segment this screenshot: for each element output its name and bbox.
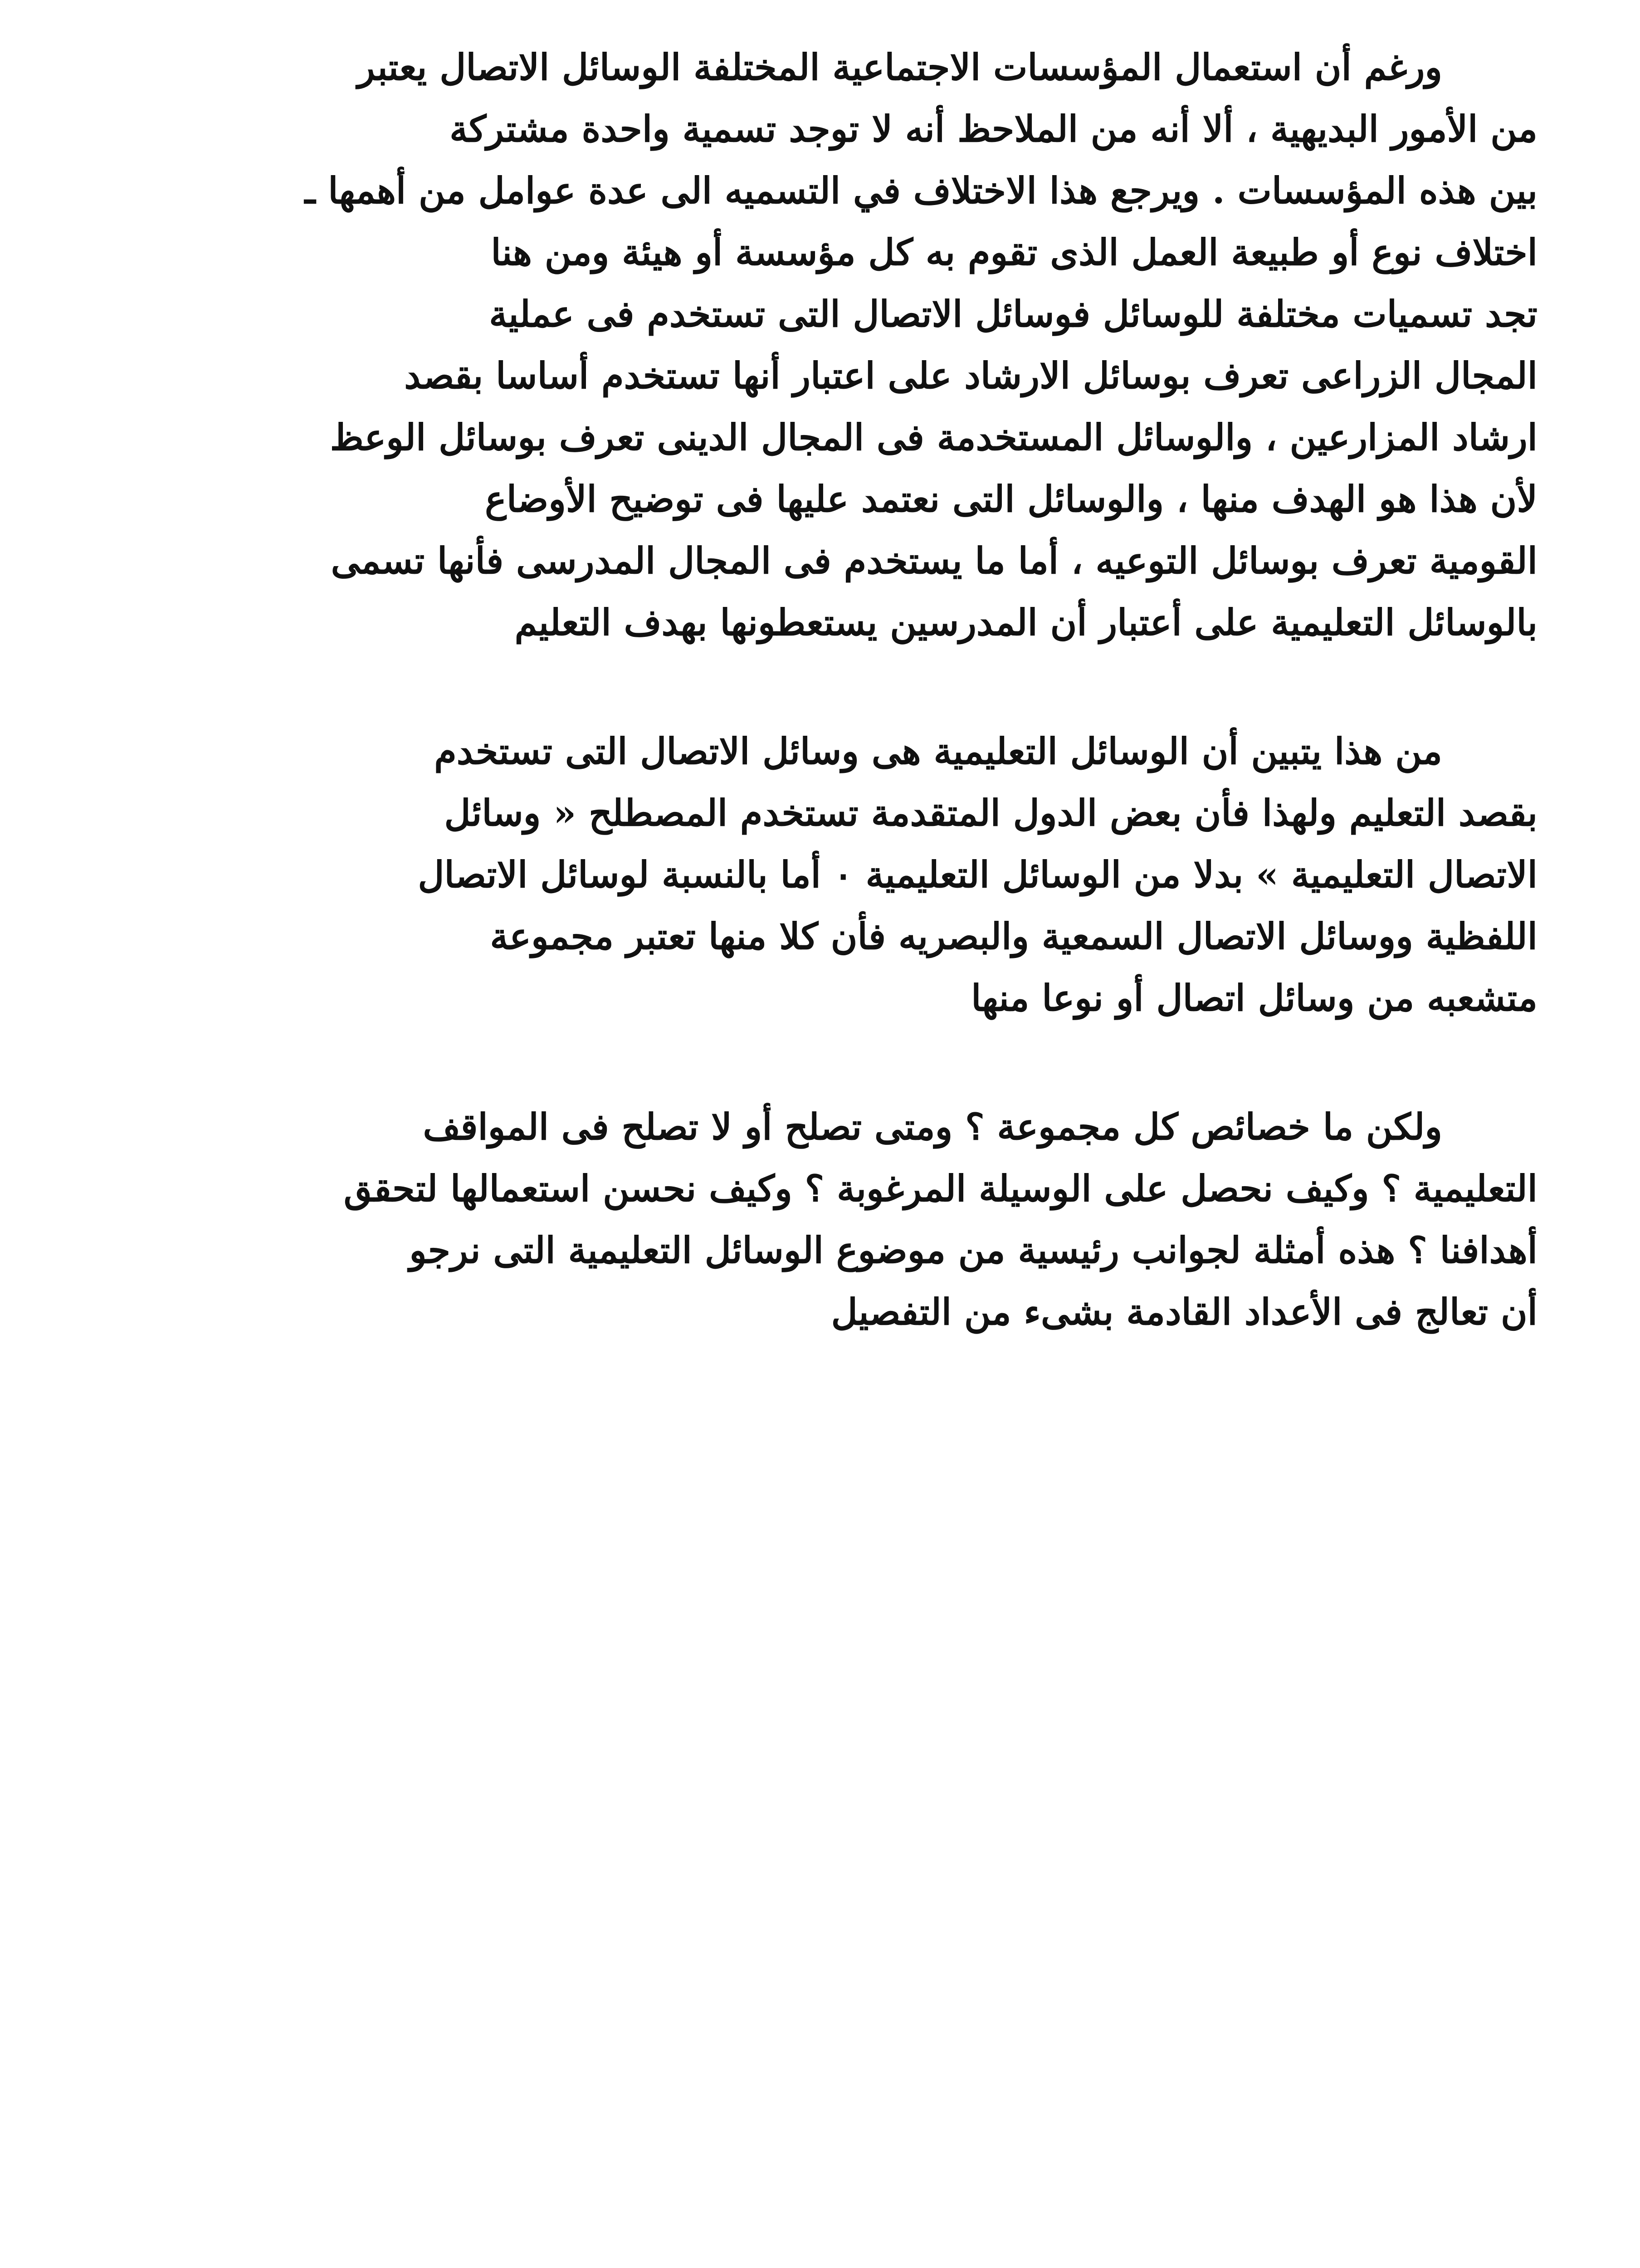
paragraph-line: أن تعالج فى الأعداد القادمة بشىء من التفصيل xyxy=(831,1290,1538,1333)
paragraph-line: ورغم أن استعمال المؤسسات الاجتماعية المختلفة الوسائل الاتصال يعتبر xyxy=(357,46,1442,88)
paragraph-line: أهدافنا ؟ هذه أمثلة لجوانب رئيسية من موضوع الوسائل التعليمية التى نرجو xyxy=(409,1229,1538,1271)
paragraph-1 xyxy=(104,36,1538,653)
document-page xyxy=(104,36,1538,1343)
paragraph-line: المجال الزراعى تعرف بوسائل الارشاد على اعتبار أنها تستخدم أساسا بقصد xyxy=(404,354,1538,397)
paragraph-line: الاتصال التعليمية » بدلا من الوسائل التعليمية ٠ أما بالنسبة لوسائل الاتصال xyxy=(418,853,1538,896)
paragraph-spacer xyxy=(104,1029,1538,1096)
paragraph-line: لأن هذا هو الهدف منها ، والوسائل التى نعتمد عليها فى توضيح الأوضاع xyxy=(485,478,1538,520)
paragraph-line: تجد تسميات مختلفة للوسائل فوسائل الاتصال التى تستخدم فى عملية xyxy=(489,293,1538,335)
paragraph-line: القومية تعرف بوسائل التوعيه ، أما ما يستخدم فى المجال المدرسى فأنها تسمى xyxy=(331,539,1538,582)
paragraph-line: متشعبه من وسائل اتصال أو نوعا منها xyxy=(971,977,1538,1019)
paragraph-spacer xyxy=(104,653,1538,720)
paragraph-line: بالوسائل التعليمية على أعتبار أن المدرسين يستعطونها بهدف التعليم xyxy=(514,601,1538,644)
paragraph-line: ارشاد المزارعين ، والوسائل المستخدمة فى المجال الدينى تعرف بوسائل الوعظ xyxy=(330,416,1538,459)
paragraph-line: التعليمية ؟ وكيف نحصل على الوسيلة المرغوبة ؟ وكيف نحسن استعمالها لتحقق xyxy=(343,1167,1538,1210)
paragraph-2 xyxy=(104,720,1538,1029)
paragraph-line: اللفظية ووسائل الاتصال السمعية والبصريه فأن كلا منها تعتبر مجموعة xyxy=(490,915,1538,958)
paragraph-line: بين هذه المؤسسات . ويرجع هذا الاختلاف في التسميه الى عدة عوامل من أهمها ـ xyxy=(304,169,1538,212)
paragraph-line: بقصد التعليم ولهذا فأن بعض الدول المتقدمة تستخدم المصطلح « وسائل xyxy=(444,792,1538,834)
paragraph-3 xyxy=(104,1096,1538,1343)
paragraph-line: ولكن ما خصائص كل مجموعة ؟ ومتى تصلح أو لا تصلح فى المواقف xyxy=(423,1105,1442,1148)
paragraph-line: من الأمور البديهية ، ألا أنه من الملاحظ أنه لا توجد تسمية واحدة مشتركة xyxy=(449,108,1538,150)
paragraph-line: اختلاف نوع أو طبيعة العمل الذى تقوم به كل مؤسسة أو هيئة ومن هنا xyxy=(491,231,1538,274)
paragraph-line: من هذا يتبين أن الوسائل التعليمية هى وسائل الاتصال التى تستخدم xyxy=(434,730,1442,772)
